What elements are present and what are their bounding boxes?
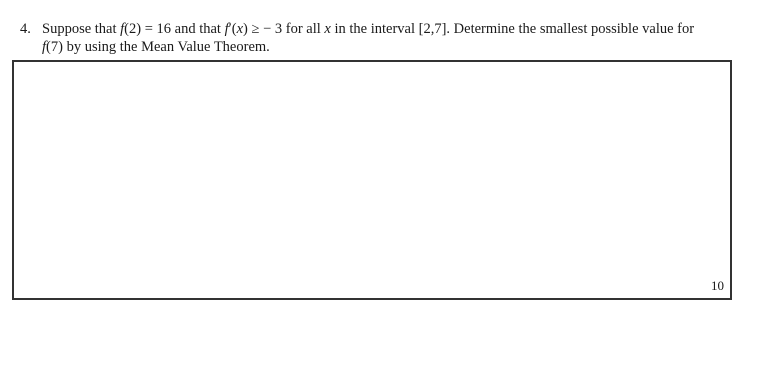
- math-f: f: [42, 39, 47, 55]
- question-number: 4.: [20, 21, 31, 37]
- math-x: x: [236, 21, 244, 37]
- marks-label: 10: [711, 278, 724, 293]
- question-line-1: [20, 20, 740, 38]
- question-line-2: [20, 38, 740, 56]
- math-f: f: [224, 21, 229, 37]
- question-text-segment: ′(: [228, 21, 237, 37]
- question-text-segment: Suppose that: [42, 21, 121, 37]
- math-x: x: [324, 21, 331, 37]
- answer-box[interactable]: [12, 60, 732, 300]
- question-text-segment: ) ≥ − 3 for all: [243, 21, 325, 37]
- math-f: f: [120, 21, 125, 37]
- question-text-segment: in the interval [2,7]. Determine the smallest possible value for: [330, 21, 695, 37]
- question-4: [20, 20, 740, 56]
- question-text-segment: (7) by using the Mean Value Theorem.: [46, 39, 270, 55]
- question-text-segment: (2) = 16 and that: [124, 21, 225, 37]
